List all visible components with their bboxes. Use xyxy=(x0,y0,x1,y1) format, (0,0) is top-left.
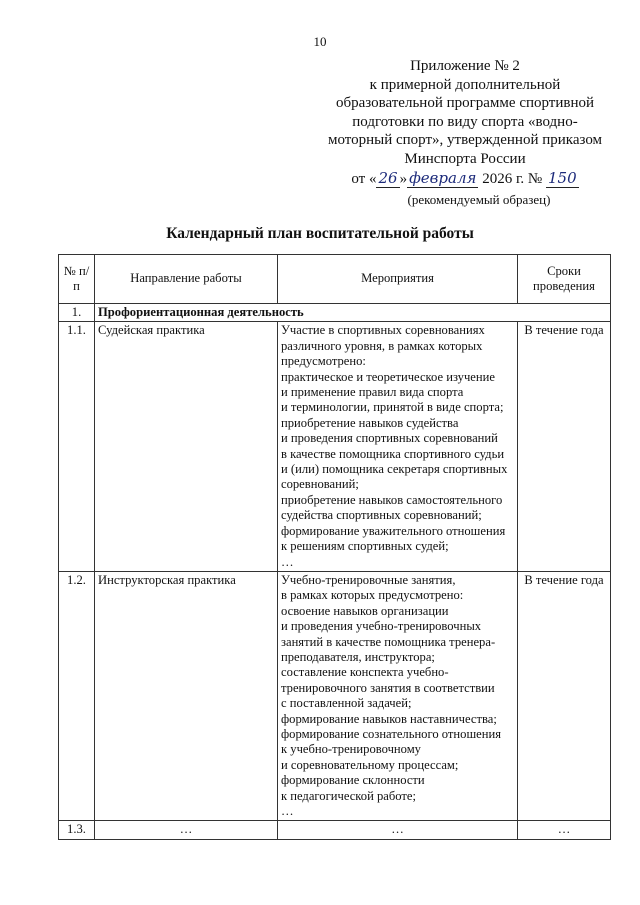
row-num: 1.3. xyxy=(59,821,95,839)
table-header-row xyxy=(59,255,611,304)
activity-line: в качестве помощника спортивного судьи xyxy=(281,446,505,461)
activity-line: приобретение навыков самостоятельного xyxy=(281,492,503,507)
activity-line: и проведения спортивных соревнований xyxy=(281,431,498,446)
handwritten-day: 26 xyxy=(378,168,398,187)
header-num: № п/п xyxy=(59,255,95,304)
table-row xyxy=(59,821,611,839)
activity-line: предусмотрено: xyxy=(281,354,366,369)
activity-line: с поставленной задачей; xyxy=(281,696,412,711)
appendix-line: Приложение № 2 xyxy=(410,58,520,74)
activity-line: формирование склонности xyxy=(281,773,425,788)
row-term: … xyxy=(518,821,611,839)
activity-line: и проведения учебно-тренировочных xyxy=(281,619,482,634)
activity-line: в рамках которых предусмотрено: xyxy=(281,588,464,603)
appendix-line: к примерной дополнительной xyxy=(369,76,561,93)
row-num: 1.2. xyxy=(59,571,95,821)
header-term: Сроки проведения xyxy=(518,255,611,304)
activity-line: судейства спортивных соревнований; xyxy=(281,508,482,523)
approval-year: 2026 г. № xyxy=(482,170,543,187)
recommended-note: (рекомендуемый образец) xyxy=(407,192,551,207)
activity-line: … xyxy=(281,554,294,569)
row-direction: Судейская практика xyxy=(95,322,278,572)
section-row xyxy=(59,304,611,322)
appendix-line: моторный спорт», утвержденной приказом xyxy=(327,132,603,149)
activity-line: Учебно-тренировочные занятия, xyxy=(281,572,456,587)
table-row xyxy=(59,322,611,572)
activity-line: … xyxy=(281,804,294,818)
row-term: В течение года xyxy=(518,322,611,572)
section-num: 1. xyxy=(59,304,95,322)
activity-line: и применение правил вида спорта xyxy=(281,385,464,400)
appendix-line: Минспорта России xyxy=(404,150,526,167)
activity-line: практическое и теоретическое изучение xyxy=(281,369,495,384)
handwritten-number: 150 xyxy=(547,168,577,187)
row-num: 1.1. xyxy=(59,322,95,572)
row-term: В течение года xyxy=(518,571,611,821)
activity-line: формирование сознательного отношения xyxy=(281,726,502,741)
activity-line: тренировочного занятия в соответствии xyxy=(281,680,495,695)
activity-line: формирование уважительного отношения xyxy=(281,523,506,538)
activity-line: Участие в спортивных соревнованиях xyxy=(281,323,485,338)
activity-line: приобретение навыков судейства xyxy=(281,415,459,430)
row-activities xyxy=(278,322,518,572)
activity-line: составление конспекта учебно- xyxy=(281,665,449,680)
activity-line: занятий в качестве помощника тренера- xyxy=(281,634,496,649)
activity-line: формирование навыков наставничества; xyxy=(281,711,497,726)
activity-line: соревнований; xyxy=(281,477,359,492)
row-direction: Инструкторская практика xyxy=(95,571,278,821)
header-activities: Мероприятия xyxy=(278,255,518,304)
section-label: Профориентационная деятельность xyxy=(95,304,611,322)
approval-line xyxy=(318,169,612,189)
appendix-block xyxy=(318,57,612,188)
handwritten-month: февраля xyxy=(409,168,477,187)
approval-separator: » xyxy=(399,170,408,187)
document-title: Календарный план воспитательной работы xyxy=(166,225,474,242)
activity-line: различного уровня, в рамках которых xyxy=(281,338,483,353)
activity-line: к учебно-тренировочному xyxy=(281,742,421,757)
activity-line: преподавателя, инструктора; xyxy=(281,649,435,664)
activity-line: освоение навыков организации xyxy=(281,603,449,618)
table-row xyxy=(59,571,611,821)
page-number: 10 xyxy=(313,34,327,49)
activity-line: и (или) помощника секретаря спортивных xyxy=(281,462,508,477)
plan-table xyxy=(58,254,611,840)
activity-line: к решениям спортивных судей; xyxy=(281,539,449,554)
activity-line: и соревновательному процессам; xyxy=(281,757,459,772)
approval-prefix: от « xyxy=(351,170,377,187)
row-direction: … xyxy=(95,821,278,839)
activity-line: к педагогической работе; xyxy=(281,788,416,803)
activity-line: и терминологии, принятой в виде спорта; xyxy=(281,400,504,415)
row-activities: … xyxy=(278,821,518,839)
header-direction: Направление работы xyxy=(95,255,278,304)
row-activities xyxy=(278,571,518,821)
appendix-line: подготовки по виду спорта «водно- xyxy=(352,113,578,130)
appendix-line: образовательной программе спортивной xyxy=(335,95,595,112)
